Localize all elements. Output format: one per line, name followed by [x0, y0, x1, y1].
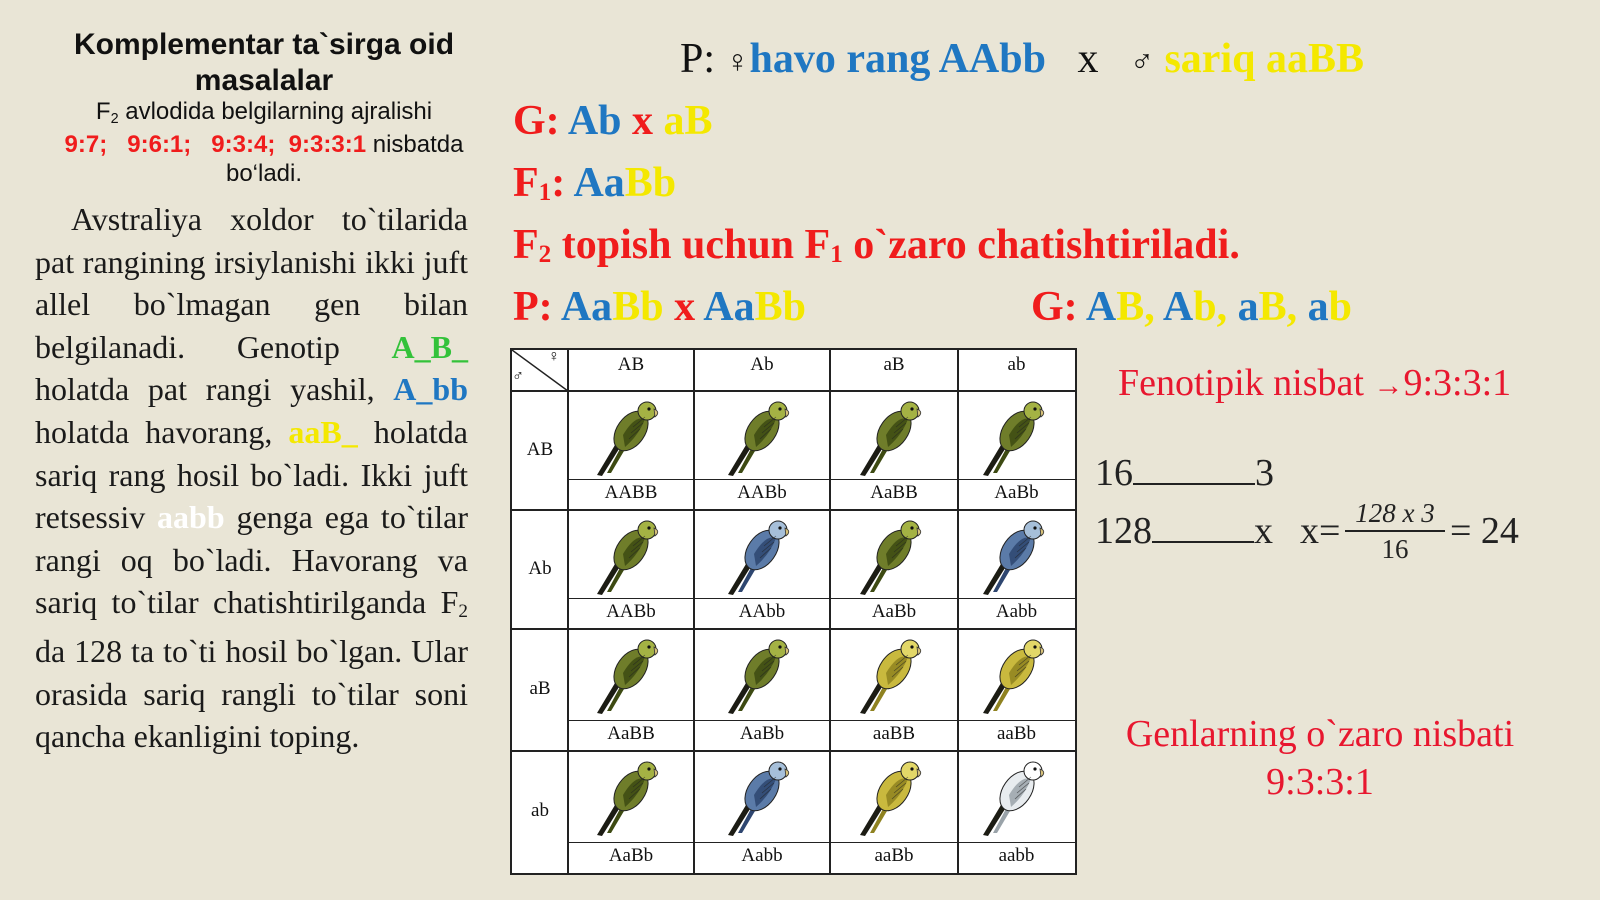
- parrot-icon: [856, 516, 926, 596]
- parents-line: [680, 34, 1364, 86]
- male-symbol: ♂: [512, 368, 524, 385]
- ratio-4: 9:3:3:1: [288, 131, 367, 158]
- parrot-icon: [593, 397, 663, 477]
- subtitle: [20, 97, 508, 188]
- f2-sub: 2: [538, 241, 552, 268]
- genotype-blue: A_bb: [393, 371, 468, 408]
- f1-colon: :: [551, 160, 566, 206]
- cross-symbol: x: [632, 98, 654, 144]
- x-equals: x=: [1300, 510, 1341, 552]
- phenotypic-value: 9:3:3:1: [1403, 362, 1512, 404]
- genotype-white: aabb: [157, 499, 225, 536]
- problem-part: da 128 ta to`ti hosil bo`lgan. Ular orasida sariq rangli to`tilar soni qancha ekanligini toping.: [35, 632, 468, 755]
- parrot-icon: [593, 516, 663, 596]
- parrot-icon: [856, 397, 926, 477]
- col-header: AB: [617, 354, 645, 375]
- f2-subscript: 2: [110, 111, 119, 127]
- gene-ratio: [1100, 710, 1540, 806]
- parrot-icon: [724, 516, 794, 596]
- proportion-line-1: [1095, 450, 1274, 496]
- fraction-denominator: 16: [1381, 534, 1409, 564]
- female-symbol: ♀: [725, 43, 750, 79]
- p2-b2: Bb: [754, 284, 806, 330]
- parrot-icon: [979, 516, 1049, 596]
- g-label: G:: [513, 98, 560, 144]
- row-header: AB: [526, 438, 554, 460]
- f2-label: F: [513, 222, 539, 268]
- grid-line-h: [512, 750, 1075, 752]
- fraction-numerator: 128 x 3: [1345, 496, 1445, 532]
- page-title: Komplementar ta`sirga oid masalalar: [73, 28, 455, 97]
- gene-ratio-label: Genlarning o`zaro nisbati: [1125, 713, 1515, 755]
- g2-gamete-3b: B: [1258, 284, 1287, 330]
- cell-genotype: AaBB: [870, 482, 918, 503]
- cell-divider: [568, 479, 1075, 480]
- calc-3: 3: [1255, 452, 1274, 494]
- g2-gamete-3a: a: [1237, 284, 1259, 330]
- parent-male: sariq aaBB: [1164, 36, 1364, 82]
- f1-a: Aa: [573, 160, 625, 206]
- cell-genotype: AABb: [737, 482, 787, 503]
- p2-a1: Aa: [560, 284, 613, 330]
- gamete-ab-yellow: aB: [663, 98, 713, 144]
- phenotypic-label: Fenotipik nisbat: [1118, 362, 1374, 404]
- f1-b: Bb: [624, 160, 677, 206]
- cell-genotype: AABb: [606, 601, 656, 622]
- row-header: ab: [531, 800, 549, 821]
- proportion-line-2: [1095, 508, 1273, 554]
- cell-genotype: Aabb: [995, 601, 1038, 622]
- parrot-icon: [724, 757, 794, 837]
- ratio-3: 9:3:4;: [211, 131, 276, 158]
- calc-128: 128: [1095, 510, 1152, 552]
- g2-gamete-1b: B: [1116, 284, 1145, 330]
- cell-genotype: AABB: [604, 482, 658, 503]
- f1-line: [513, 158, 676, 214]
- f1-label: F: [513, 160, 539, 206]
- genotype-green: A_B_: [391, 328, 468, 365]
- cell-genotype: AaBb: [739, 723, 785, 744]
- grid-line-h: [512, 628, 1075, 630]
- ratio-2: 9:6:1;: [127, 131, 192, 158]
- row-header: Ab: [528, 557, 552, 579]
- grid-line-h: [512, 390, 1075, 392]
- f2-text-end: o`zaro chatishtiriladi.: [842, 222, 1240, 268]
- gene-ratio-value: 9:3:3:1: [1266, 761, 1374, 803]
- cell-genotype: AaBb: [608, 845, 654, 866]
- calc-16: 16: [1095, 452, 1133, 494]
- g2-gamete-4a: a: [1307, 284, 1329, 330]
- problem-text: [35, 198, 468, 758]
- blank-line: [1133, 451, 1255, 485]
- p2-b1: Bb: [612, 284, 664, 330]
- ratio-1: 9:7;: [64, 131, 108, 158]
- cell-genotype: AAbb: [738, 601, 786, 622]
- grid-line-h: [512, 509, 1075, 511]
- g2-label: G:: [1031, 284, 1078, 330]
- g2-gamete-4b: b: [1328, 284, 1352, 330]
- cell-divider: [568, 598, 1075, 599]
- parrot-icon: [856, 635, 926, 715]
- problem-part: holatda pat rangi yashil,: [35, 371, 394, 408]
- cell-genotype: aaBb: [996, 723, 1037, 744]
- cell-genotype: aabb: [998, 845, 1035, 866]
- subtitle-line1: avlodida belgilarning ajralishi: [118, 98, 433, 125]
- gamete-ab: Ab: [567, 98, 622, 144]
- subtitle-line2: nisbatda: [366, 131, 464, 158]
- cell-genotype: Aabb: [741, 845, 783, 866]
- p2-line: [513, 282, 806, 332]
- genotype-yellow: aaB_: [288, 413, 358, 450]
- g2-line: G: AB, Ab, aB, ab: [1031, 284, 1352, 330]
- cell-genotype: AaBb: [871, 601, 917, 622]
- calc-x: x: [1254, 510, 1273, 552]
- cell-genotype: AaBb: [994, 482, 1039, 503]
- cross-symbol: x: [1077, 36, 1099, 82]
- parrot-icon: [724, 635, 794, 715]
- male-symbol: ♂: [1129, 43, 1154, 79]
- punnett-square: [510, 348, 1077, 875]
- p2-a2: Aa: [703, 284, 755, 330]
- col-header: Ab: [750, 354, 774, 375]
- parent-female: havo rang AAbb: [749, 36, 1046, 82]
- fraction: [1345, 496, 1445, 566]
- g2-gamete-2b: b: [1193, 284, 1217, 330]
- cell-divider: [568, 842, 1075, 843]
- parrot-icon: [979, 757, 1049, 837]
- parrot-icon: [593, 757, 663, 837]
- problem-part: holatda havorang,: [35, 413, 289, 450]
- parrot-icon: [724, 397, 794, 477]
- female-symbol: ♀: [548, 348, 560, 365]
- cross-symbol: x: [674, 284, 696, 330]
- p-label: P:: [680, 36, 716, 82]
- col-header: ab: [1007, 354, 1026, 375]
- gametes-line: [513, 96, 713, 146]
- blank-line: [1152, 509, 1254, 543]
- phenotypic-ratio: [1118, 360, 1511, 409]
- parrot-icon: [593, 635, 663, 715]
- cell-genotype: aaBb: [874, 845, 914, 866]
- problem-part: holatda sariq rang hosil bo`ladi. Ikki juft retsessiv: [35, 413, 469, 536]
- cell-genotype: aaBB: [872, 723, 916, 744]
- f2-text: topish uchun F: [551, 222, 831, 268]
- problem-part: genga ega to`tilar rangi oq bo`ladi. Havorang va sariq to`tilar chatishtirilganda F: [35, 499, 468, 621]
- f2-prefix: F: [95, 98, 111, 125]
- cell-genotype: AaBB: [607, 723, 655, 744]
- parrot-icon: [979, 397, 1049, 477]
- col-header: aB: [883, 354, 905, 375]
- f2-line: [513, 220, 1240, 276]
- subtitle-line3: bo‘ladi.: [225, 160, 303, 187]
- f1-sub: 1: [830, 241, 843, 268]
- parrot-icon: [856, 757, 926, 837]
- g2-gamete-1a: A: [1085, 284, 1117, 330]
- cell-divider: [568, 720, 1075, 721]
- f1-sub: 1: [538, 179, 552, 206]
- result: = 24: [1450, 510, 1519, 552]
- p2-label: P:: [513, 284, 553, 330]
- parrot-icon: [979, 635, 1049, 715]
- row-header: aB: [529, 678, 551, 699]
- f2-subscript: 2: [458, 601, 468, 623]
- g2-gamete-2a: A: [1162, 284, 1194, 330]
- problem-part: Avstraliya xoldor to`tilarida pat rangining irsiylanishi ikki juft allel bo`lmagan gen bilan belgilanadi. Genotip: [35, 201, 468, 365]
- arrow-right-icon: →: [1373, 369, 1404, 402]
